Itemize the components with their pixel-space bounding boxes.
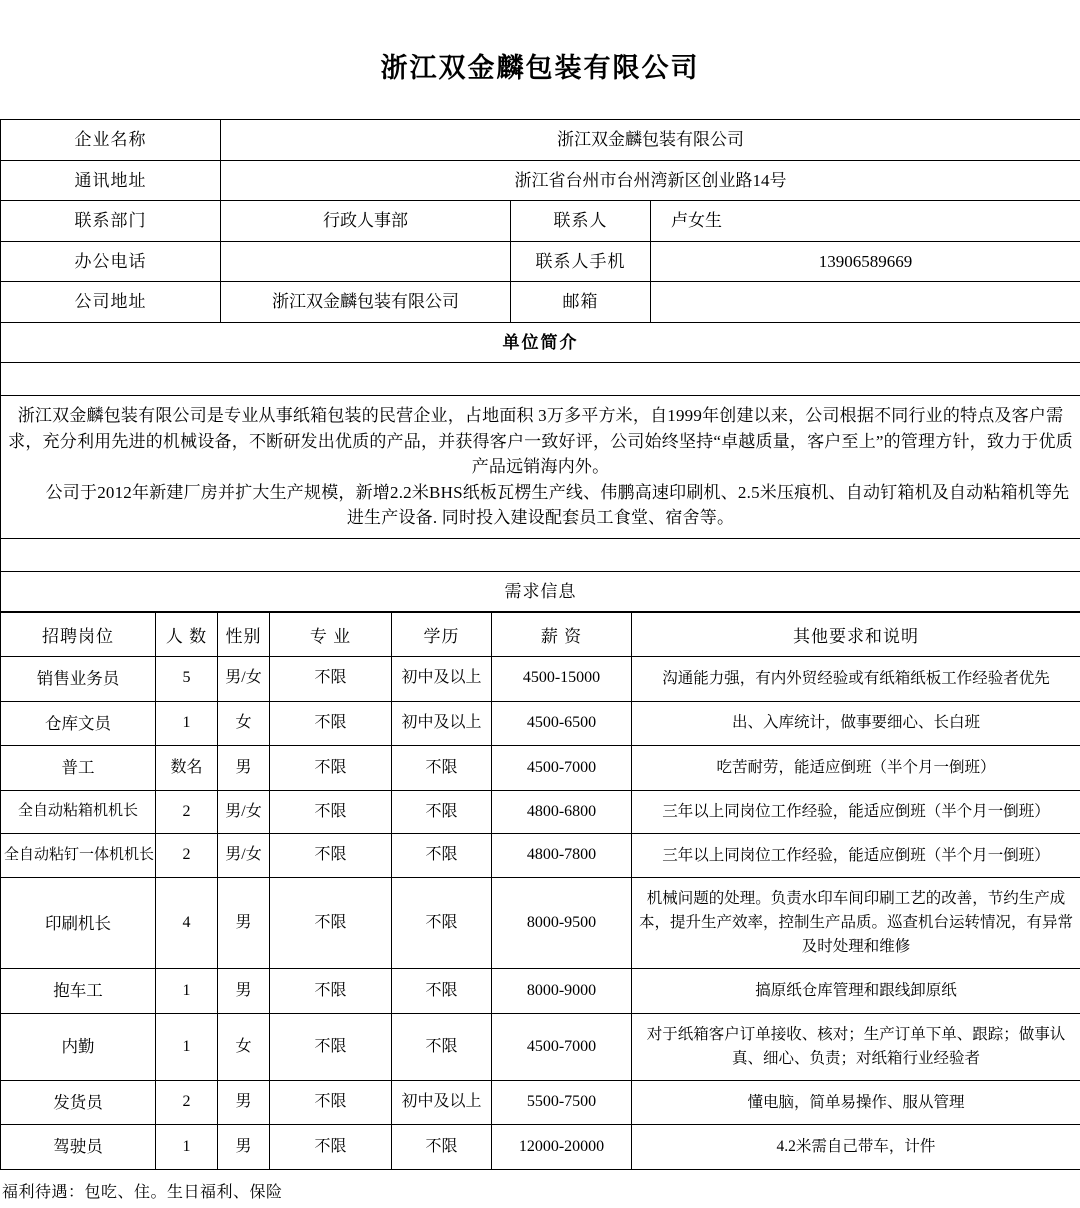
job-count: 2: [156, 834, 218, 878]
company-address-label: 公司地址: [1, 282, 221, 323]
spacer-cell: [1, 363, 1080, 396]
table-row: [1, 1013, 1080, 1080]
benefits-footer: 福利待遇：包吃、住。生日福利、保险: [0, 1170, 1080, 1208]
job-major: 不限: [270, 1080, 392, 1125]
table-row: [1, 201, 1080, 242]
job-education: 不限: [392, 1125, 492, 1170]
job-salary: 8000-9000: [492, 969, 632, 1014]
demand-heading: 需求信息: [1, 571, 1080, 612]
mail-address-value: 浙江省台州市台州湾新区创业路14号: [221, 160, 1080, 201]
job-salary: 5500-7500: [492, 1080, 632, 1125]
job-count: 4: [156, 878, 218, 969]
job-note: 吃苦耐劳，能适应倒班（半个月一倒班）: [632, 746, 1080, 791]
job-major: 不限: [270, 701, 392, 746]
office-phone-value: [221, 241, 511, 282]
contact-person-label: 联系人: [511, 201, 651, 242]
table-row: [1, 657, 1080, 702]
intro-body: [1, 396, 1080, 539]
job-note: 出、入库统计，做事要细心、长白班: [632, 701, 1080, 746]
job-salary: 4800-6800: [492, 790, 632, 834]
table-header-row: [1, 613, 1080, 657]
company-name-label: 企业名称: [1, 120, 221, 161]
page-title: 浙江双金麟包装有限公司: [0, 0, 1080, 119]
job-major: 不限: [270, 1013, 392, 1080]
table-row: [1, 969, 1080, 1014]
table-row: [1, 790, 1080, 834]
column-header-gender: 性别: [218, 613, 270, 657]
job-major: 不限: [270, 969, 392, 1014]
column-header-salary: 薪 资: [492, 613, 632, 657]
column-header-note: 其他要求和说明: [632, 613, 1080, 657]
job-note: 沟通能力强，有内外贸经验或有纸箱纸板工作经验者优先: [632, 657, 1080, 702]
table-row: [1, 160, 1080, 201]
job-gender: 男: [218, 878, 270, 969]
job-position: 驾驶员: [1, 1125, 156, 1170]
contact-dept-label: 联系部门: [1, 201, 221, 242]
job-gender: 男/女: [218, 834, 270, 878]
job-count: 数名: [156, 746, 218, 791]
job-position: 全自动粘钉一体机机长: [1, 834, 156, 878]
job-count: 1: [156, 1013, 218, 1080]
job-education: 不限: [392, 746, 492, 791]
job-major: 不限: [270, 790, 392, 834]
job-count: 2: [156, 790, 218, 834]
job-count: 5: [156, 657, 218, 702]
job-education: 初中及以上: [392, 701, 492, 746]
table-row: [1, 746, 1080, 791]
job-salary: 4800-7800: [492, 834, 632, 878]
table-row: [1, 241, 1080, 282]
job-note: 对于纸箱客户订单接收、核对；生产订单下单、跟踪；做事认真、细心、负责；对纸箱行业经验者: [632, 1013, 1080, 1080]
table-row: [1, 1125, 1080, 1170]
column-header-major: 专 业: [270, 613, 392, 657]
spacer-row: [1, 363, 1080, 396]
company-name-value: 浙江双金麟包装有限公司: [221, 120, 1080, 161]
table-row: [1, 834, 1080, 878]
table-row: [1, 322, 1080, 363]
job-education: 初中及以上: [392, 657, 492, 702]
spacer-row: [1, 538, 1080, 571]
job-education: 不限: [392, 878, 492, 969]
job-note: 搞原纸仓库管理和跟线卸原纸: [632, 969, 1080, 1014]
table-row: [1, 878, 1080, 969]
job-demand-table: [0, 612, 1080, 1170]
email-label: 邮箱: [511, 282, 651, 323]
job-gender: 男/女: [218, 657, 270, 702]
intro-paragraph-1: 浙江双金麟包装有限公司是专业从事纸箱包装的民营企业，占地面积 3万多平方米，自1999年创建以来，公司根据不同行业的特点及客户需求，充分利用先进的机械设备，不断研发出优质的产品，并获得客户一致好评，公司始终坚持“卓越质量，客户至上”的管理方针，致力于优质产品远销海内外。: [5, 403, 1076, 480]
job-salary: 4500-7000: [492, 746, 632, 791]
email-value: [651, 282, 1080, 323]
table-row: [1, 120, 1080, 161]
job-note: 机械问题的处理。负责水印车间印刷工艺的改善，节约生产成本，提升生产效率，控制生产品质。巡查机台运转情况，有异常及时处理和维修: [632, 878, 1080, 969]
job-count: 1: [156, 969, 218, 1014]
office-phone-label: 办公电话: [1, 241, 221, 282]
job-note: 懂电脑，简单易操作、服从管理: [632, 1080, 1080, 1125]
job-note: 三年以上同岗位工作经验，能适应倒班（半个月一倒班）: [632, 790, 1080, 834]
intro-heading: 单位简介: [1, 322, 1080, 363]
job-gender: 男: [218, 746, 270, 791]
job-position: 发货员: [1, 1080, 156, 1125]
job-education: 不限: [392, 1013, 492, 1080]
column-header-count: 人 数: [156, 613, 218, 657]
job-major: 不限: [270, 657, 392, 702]
contact-person-value: 卢女生: [651, 201, 1080, 242]
job-count: 1: [156, 701, 218, 746]
job-education: 初中及以上: [392, 1080, 492, 1125]
column-header-education: 学历: [392, 613, 492, 657]
job-position: 抱车工: [1, 969, 156, 1014]
table-row: [1, 571, 1080, 612]
table-row: [1, 282, 1080, 323]
job-salary: 12000-20000: [492, 1125, 632, 1170]
job-position: 内勤: [1, 1013, 156, 1080]
job-gender: 女: [218, 1013, 270, 1080]
job-position: 印刷机长: [1, 878, 156, 969]
job-gender: 男: [218, 1125, 270, 1170]
job-salary: 4500-6500: [492, 701, 632, 746]
job-count: 2: [156, 1080, 218, 1125]
job-position: 仓库文员: [1, 701, 156, 746]
job-note: 三年以上同岗位工作经验，能适应倒班（半个月一倒班）: [632, 834, 1080, 878]
spacer-cell: [1, 538, 1080, 571]
contact-dept-value: 行政人事部: [221, 201, 511, 242]
job-salary: 4500-15000: [492, 657, 632, 702]
table-row: [1, 701, 1080, 746]
job-gender: 女: [218, 701, 270, 746]
job-salary: 8000-9500: [492, 878, 632, 969]
job-note: 4.2米需自己带车，计件: [632, 1125, 1080, 1170]
job-major: 不限: [270, 1125, 392, 1170]
job-major: 不限: [270, 878, 392, 969]
job-gender: 男: [218, 969, 270, 1014]
job-major: 不限: [270, 834, 392, 878]
job-major: 不限: [270, 746, 392, 791]
company-address-value: 浙江双金麟包装有限公司: [221, 282, 511, 323]
job-position: 销售业务员: [1, 657, 156, 702]
intro-paragraph-2: 公司于2012年新建厂房并扩大生产规模，新增2.2米BHS纸板瓦楞生产线、伟鹏高速印刷机、2.5米压痕机、自动钉箱机及自动粘箱机等先进生产设备. 同时投入建设配套员工食堂、宿舍等。: [5, 480, 1076, 531]
job-gender: 男: [218, 1080, 270, 1125]
job-salary: 4500-7000: [492, 1013, 632, 1080]
job-count: 1: [156, 1125, 218, 1170]
job-education: 不限: [392, 969, 492, 1014]
table-row: [1, 396, 1080, 539]
mail-address-label: 通讯地址: [1, 160, 221, 201]
job-education: 不限: [392, 790, 492, 834]
mobile-value: 13906589669: [651, 241, 1080, 282]
job-position: 普工: [1, 746, 156, 791]
job-gender: 男/女: [218, 790, 270, 834]
job-education: 不限: [392, 834, 492, 878]
company-info-table: [0, 119, 1080, 612]
mobile-label: 联系人手机: [511, 241, 651, 282]
job-position: 全自动粘箱机机长: [1, 790, 156, 834]
column-header-position: 招聘岗位: [1, 613, 156, 657]
